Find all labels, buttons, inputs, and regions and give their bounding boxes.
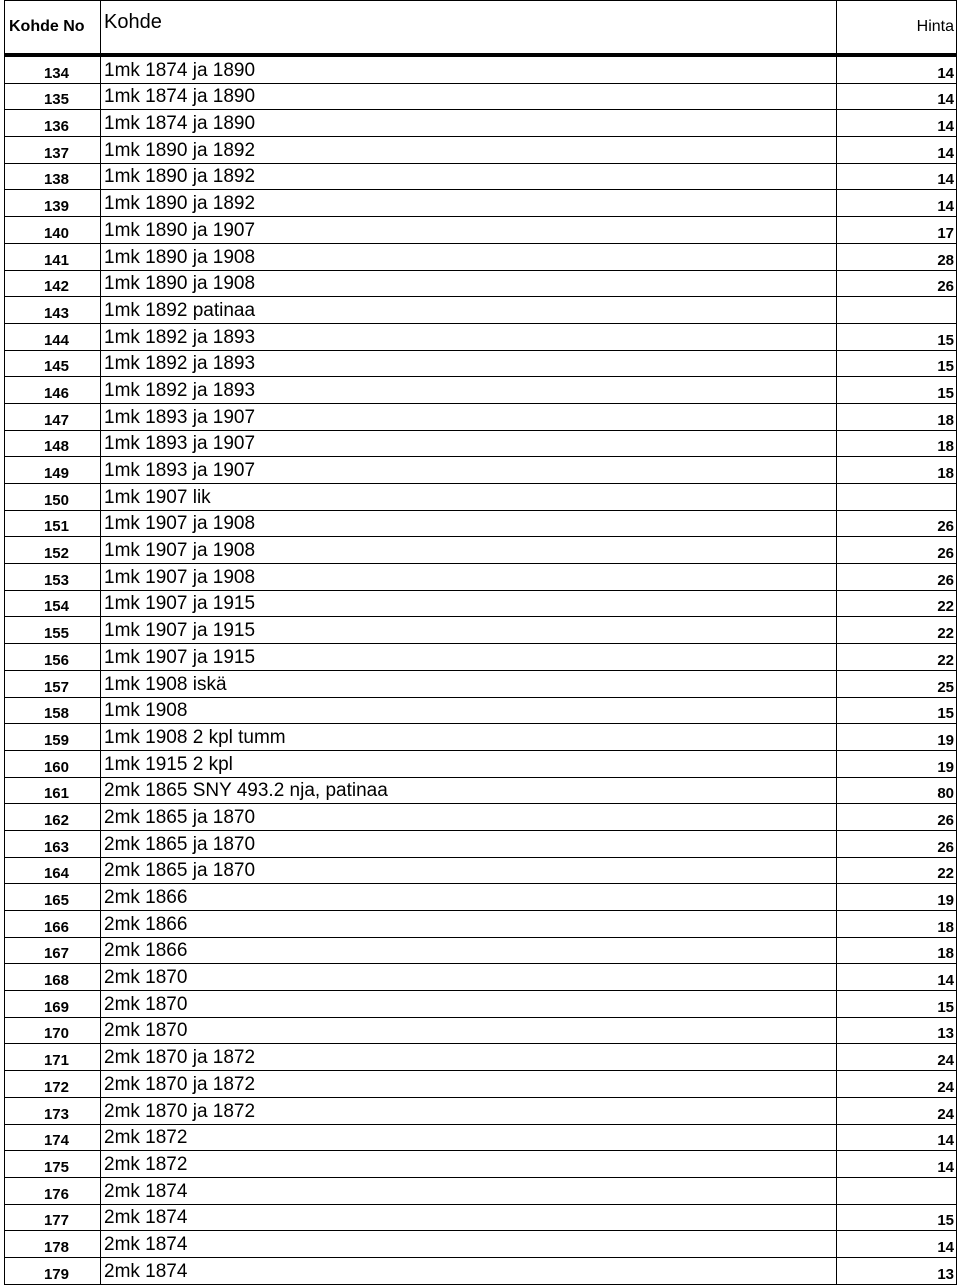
item-description-cell: 2mk 1874 <box>101 1231 837 1258</box>
item-number-cell: 140 <box>5 217 101 244</box>
item-description-cell: 1mk 1893 ja 1907 <box>101 403 837 430</box>
item-price-cell: 15 <box>837 991 957 1018</box>
item-number-cell: 146 <box>5 377 101 404</box>
item-number-cell: 151 <box>5 510 101 537</box>
item-description-cell: 1mk 1907 ja 1915 <box>101 644 837 671</box>
item-description-cell: 1mk 1907 ja 1915 <box>101 617 837 644</box>
item-number-cell: 165 <box>5 884 101 911</box>
table-row <box>5 1124 957 1151</box>
item-description-cell: 2mk 1865 ja 1870 <box>101 857 837 884</box>
item-price-cell: 18 <box>837 937 957 964</box>
item-description-cell: 1mk 1908 iskä <box>101 670 837 697</box>
item-price-cell: 19 <box>837 750 957 777</box>
item-description-cell: 1mk 1874 ja 1890 <box>101 55 837 83</box>
item-description-cell: 2mk 1872 <box>101 1124 837 1151</box>
item-description-cell: 1mk 1890 ja 1892 <box>101 163 837 190</box>
header-hinta: Hinta <box>837 1 957 56</box>
item-number-cell: 138 <box>5 163 101 190</box>
table-row <box>5 750 957 777</box>
item-description-cell: 1mk 1892 ja 1893 <box>101 350 837 377</box>
item-number-cell: 177 <box>5 1204 101 1231</box>
item-description-cell: 1mk 1892 patinaa <box>101 297 837 324</box>
item-price-cell: 14 <box>837 83 957 110</box>
item-description-cell: 1mk 1890 ja 1907 <box>101 217 837 244</box>
item-description-cell: 2mk 1870 <box>101 964 837 991</box>
item-description-cell: 2mk 1872 <box>101 1151 837 1178</box>
item-number-cell: 164 <box>5 857 101 884</box>
item-price-cell: 14 <box>837 137 957 164</box>
item-price-cell: 24 <box>837 1044 957 1071</box>
item-price-cell: 25 <box>837 670 957 697</box>
item-description-cell: 1mk 1908 <box>101 697 837 724</box>
item-price-cell <box>837 297 957 324</box>
item-description-cell: 1mk 1907 ja 1908 <box>101 564 837 591</box>
table-row <box>5 724 957 751</box>
table-header <box>5 1 957 56</box>
table-row <box>5 270 957 297</box>
item-price-cell: 26 <box>837 510 957 537</box>
table-row <box>5 297 957 324</box>
table-row <box>5 1177 957 1204</box>
table-row <box>5 537 957 564</box>
table-row <box>5 83 957 110</box>
item-description-cell: 2mk 1866 <box>101 884 837 911</box>
item-number-cell: 145 <box>5 350 101 377</box>
item-description-cell: 1mk 1892 ja 1893 <box>101 377 837 404</box>
table-row <box>5 403 957 430</box>
item-description-cell: 2mk 1865 ja 1870 <box>101 830 837 857</box>
item-number-cell: 141 <box>5 243 101 270</box>
item-number-cell: 153 <box>5 564 101 591</box>
item-description-cell: 1mk 1907 ja 1908 <box>101 510 837 537</box>
item-number-cell: 174 <box>5 1124 101 1151</box>
table-row <box>5 617 957 644</box>
item-number-cell: 161 <box>5 777 101 804</box>
item-number-cell: 170 <box>5 1017 101 1044</box>
item-price-cell: 18 <box>837 911 957 938</box>
item-number-cell: 173 <box>5 1097 101 1124</box>
table-row <box>5 830 957 857</box>
item-description-cell: 2mk 1870 <box>101 991 837 1018</box>
item-price-cell: 22 <box>837 617 957 644</box>
item-description-cell: 1mk 1908 2 kpl tumm <box>101 724 837 751</box>
item-price-cell: 26 <box>837 270 957 297</box>
item-description-cell: 1mk 1892 ja 1893 <box>101 323 837 350</box>
item-number-cell: 155 <box>5 617 101 644</box>
item-number-cell: 167 <box>5 937 101 964</box>
table-row <box>5 350 957 377</box>
table-row <box>5 190 957 217</box>
item-price-cell: 18 <box>837 430 957 457</box>
item-number-cell: 144 <box>5 323 101 350</box>
table-row <box>5 55 957 83</box>
table-row <box>5 377 957 404</box>
item-description-cell: 2mk 1874 <box>101 1177 837 1204</box>
table-row <box>5 857 957 884</box>
item-price-cell: 15 <box>837 377 957 404</box>
item-number-cell: 172 <box>5 1071 101 1098</box>
item-description-cell: 1mk 1915 2 kpl <box>101 750 837 777</box>
item-number-cell: 160 <box>5 750 101 777</box>
table-row <box>5 1071 957 1098</box>
item-price-cell: 24 <box>837 1071 957 1098</box>
header-kohde-no: Kohde No <box>5 1 101 56</box>
item-price-cell: 14 <box>837 1151 957 1178</box>
item-price-cell: 19 <box>837 884 957 911</box>
item-number-cell: 162 <box>5 804 101 831</box>
item-number-cell: 179 <box>5 1257 101 1284</box>
item-description-cell: 1mk 1907 ja 1915 <box>101 590 837 617</box>
item-price-cell: 13 <box>837 1257 957 1284</box>
item-price-cell: 19 <box>837 724 957 751</box>
item-number-cell: 147 <box>5 403 101 430</box>
item-price-cell: 26 <box>837 564 957 591</box>
item-number-cell: 171 <box>5 1044 101 1071</box>
item-price-cell: 22 <box>837 857 957 884</box>
header-row <box>5 1 957 56</box>
item-number-cell: 148 <box>5 430 101 457</box>
item-number-cell: 150 <box>5 484 101 511</box>
table-row <box>5 457 957 484</box>
item-number-cell: 163 <box>5 830 101 857</box>
item-price-cell: 14 <box>837 55 957 83</box>
table-row <box>5 777 957 804</box>
item-number-cell: 135 <box>5 83 101 110</box>
item-description-cell: 2mk 1870 ja 1872 <box>101 1097 837 1124</box>
table-row <box>5 217 957 244</box>
item-price-cell: 22 <box>837 590 957 617</box>
item-price-cell: 15 <box>837 697 957 724</box>
table-row <box>5 430 957 457</box>
table-body <box>5 55 957 1284</box>
table-row <box>5 644 957 671</box>
item-description-cell: 2mk 1870 ja 1872 <box>101 1071 837 1098</box>
item-description-cell: 1mk 1893 ja 1907 <box>101 430 837 457</box>
table-row <box>5 110 957 137</box>
item-price-cell: 18 <box>837 457 957 484</box>
item-number-cell: 142 <box>5 270 101 297</box>
item-price-cell <box>837 484 957 511</box>
header-kohde: Kohde <box>101 1 837 56</box>
item-description-cell: 1mk 1907 lik <box>101 484 837 511</box>
table-row <box>5 510 957 537</box>
item-description-cell: 2mk 1865 SNY 493.2 nja, patinaa <box>101 777 837 804</box>
table-row <box>5 670 957 697</box>
item-description-cell: 2mk 1870 <box>101 1017 837 1044</box>
table-row <box>5 1097 957 1124</box>
item-price-cell: 18 <box>837 403 957 430</box>
table-row <box>5 137 957 164</box>
table-row <box>5 1017 957 1044</box>
item-description-cell: 1mk 1874 ja 1890 <box>101 110 837 137</box>
item-number-cell: 152 <box>5 537 101 564</box>
item-price-cell: 26 <box>837 537 957 564</box>
item-number-cell: 137 <box>5 137 101 164</box>
item-number-cell: 178 <box>5 1231 101 1258</box>
auction-price-list <box>4 0 956 1285</box>
item-description-cell: 2mk 1865 ja 1870 <box>101 804 837 831</box>
item-number-cell: 159 <box>5 724 101 751</box>
item-number-cell: 158 <box>5 697 101 724</box>
item-number-cell: 169 <box>5 991 101 1018</box>
table-row <box>5 991 957 1018</box>
item-number-cell: 176 <box>5 1177 101 1204</box>
item-price-cell: 26 <box>837 830 957 857</box>
table-row <box>5 884 957 911</box>
item-price-cell: 22 <box>837 644 957 671</box>
item-description-cell: 1mk 1890 ja 1908 <box>101 243 837 270</box>
item-price-cell: 13 <box>837 1017 957 1044</box>
item-price-cell: 14 <box>837 163 957 190</box>
item-price-cell: 80 <box>837 777 957 804</box>
item-number-cell: 143 <box>5 297 101 324</box>
item-price-cell: 17 <box>837 217 957 244</box>
item-price-cell: 14 <box>837 110 957 137</box>
item-number-cell: 154 <box>5 590 101 617</box>
item-description-cell: 1mk 1890 ja 1892 <box>101 190 837 217</box>
item-description-cell: 1mk 1893 ja 1907 <box>101 457 837 484</box>
item-price-cell: 24 <box>837 1097 957 1124</box>
table-row <box>5 804 957 831</box>
item-description-cell: 2mk 1870 ja 1872 <box>101 1044 837 1071</box>
item-description-cell: 1mk 1874 ja 1890 <box>101 83 837 110</box>
item-number-cell: 168 <box>5 964 101 991</box>
item-price-cell: 14 <box>837 964 957 991</box>
table-row <box>5 1204 957 1231</box>
price-table <box>4 0 957 1285</box>
item-description-cell: 2mk 1874 <box>101 1204 837 1231</box>
item-description-cell: 1mk 1907 ja 1908 <box>101 537 837 564</box>
table-row <box>5 1044 957 1071</box>
table-row <box>5 323 957 350</box>
item-price-cell: 14 <box>837 1124 957 1151</box>
table-row <box>5 937 957 964</box>
item-price-cell: 15 <box>837 323 957 350</box>
table-row <box>5 697 957 724</box>
item-number-cell: 157 <box>5 670 101 697</box>
item-description-cell: 2mk 1874 <box>101 1257 837 1284</box>
item-price-cell: 15 <box>837 350 957 377</box>
item-number-cell: 134 <box>5 55 101 83</box>
item-description-cell: 2mk 1866 <box>101 911 837 938</box>
item-price-cell: 14 <box>837 1231 957 1258</box>
item-number-cell: 136 <box>5 110 101 137</box>
item-number-cell: 156 <box>5 644 101 671</box>
table-row <box>5 1257 957 1284</box>
table-row <box>5 964 957 991</box>
item-description-cell: 1mk 1890 ja 1908 <box>101 270 837 297</box>
item-description-cell: 1mk 1890 ja 1892 <box>101 137 837 164</box>
item-number-cell: 139 <box>5 190 101 217</box>
item-price-cell <box>837 1177 957 1204</box>
table-row <box>5 243 957 270</box>
table-row <box>5 564 957 591</box>
item-number-cell: 175 <box>5 1151 101 1178</box>
table-row <box>5 163 957 190</box>
item-number-cell: 166 <box>5 911 101 938</box>
table-row <box>5 911 957 938</box>
table-row <box>5 1151 957 1178</box>
item-price-cell: 14 <box>837 190 957 217</box>
item-price-cell: 26 <box>837 804 957 831</box>
item-price-cell: 28 <box>837 243 957 270</box>
table-row <box>5 1231 957 1258</box>
table-row <box>5 484 957 511</box>
table-row <box>5 590 957 617</box>
item-number-cell: 149 <box>5 457 101 484</box>
item-price-cell: 15 <box>837 1204 957 1231</box>
item-description-cell: 2mk 1866 <box>101 937 837 964</box>
